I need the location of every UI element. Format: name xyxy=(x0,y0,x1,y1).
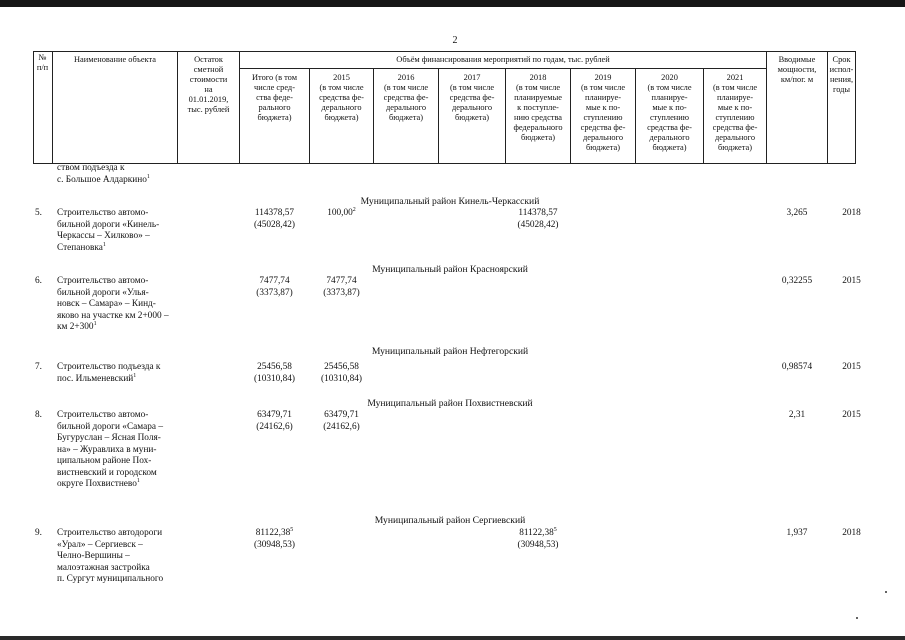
term-value: 2015 xyxy=(842,410,861,420)
row-number: 9. xyxy=(35,528,42,538)
header-capacity: Вводимые мощности, км/пог. м xyxy=(777,55,817,84)
scan-speck xyxy=(856,617,858,619)
header-2019: 2019 (в том числе планируе- мые к по- ступлению средства фе- дерального бюджета) xyxy=(580,73,626,152)
district-heading: Муниципальный район Нефтегорский xyxy=(371,346,529,357)
capacity-value: 1,937 xyxy=(786,528,808,538)
header-2015: 2015 (в том числе средства фе- дерального бюджета) xyxy=(319,73,364,122)
total-value: 7477,74 xyxy=(259,276,290,286)
district-heading: Муниципальный район Сергиевский xyxy=(374,515,526,526)
header-2020: 2020 (в том числе планируе- мые к по- ступлению средства фе- дерального бюджета) xyxy=(647,73,692,152)
financing-subheader-line xyxy=(239,68,766,69)
object-name: Строительство автомо- бильной дороги «Кинель- Черкассы – Хилково» – Степановка$^1$ xyxy=(57,208,160,253)
capacity-value: 3,265 xyxy=(786,208,808,218)
header-2016: 2016 (в том числе средства фе- дерального бюджета) xyxy=(383,73,429,122)
year-2015-value: 63479,71 xyxy=(324,410,359,420)
total-value: 25456,58 xyxy=(257,362,292,372)
total-value: 63479,71 xyxy=(257,410,292,420)
header-name: Наименование объекта xyxy=(74,55,156,64)
total-federal-value: (30948,53) xyxy=(253,539,296,550)
header-balance: Остаток сметной стоимости на 01.01.2019, тыс. рублей xyxy=(187,55,230,114)
district-heading: Муниципальный район Кинель-Черкасский xyxy=(360,196,540,207)
total-value: 81122,38$^5$ xyxy=(255,526,294,538)
capacity-value: 0,32255 xyxy=(781,276,813,286)
district-heading: Муниципальный район Красноярский xyxy=(372,264,528,275)
page-number: 2 xyxy=(452,35,458,46)
year-2015-federal-value: (10310,84) xyxy=(320,373,363,384)
term-value: 2018 xyxy=(842,528,861,538)
year-2015-value: 25456,58 xyxy=(324,362,359,372)
object-name: Строительство автомо- бильной дороги «Улья- новск – Самара» – Кинд- яково на участке км 2+000 – км $2+300^1$ xyxy=(57,276,169,332)
year-2018-value: 114378,57 xyxy=(518,208,558,218)
header-financing: Объём финансирования мероприятий по годам, тыс. рублей xyxy=(396,55,610,64)
year-2015-federal-value: (24162,6) xyxy=(323,421,360,432)
row-number: 5. xyxy=(35,208,42,218)
table-top-border xyxy=(33,51,855,52)
total-value: 114378,57 xyxy=(254,208,295,218)
row-number: 8. xyxy=(35,410,42,420)
scan-top-edge xyxy=(0,0,905,7)
year-2015-value: 100,00$^2$ xyxy=(327,206,356,218)
year-2015-value: 7477,74 xyxy=(326,276,357,286)
total-federal-value: (45028,42) xyxy=(253,219,296,230)
row-number: 7. xyxy=(35,362,42,372)
table-right-border xyxy=(855,51,856,164)
year-2015-federal-value: (3373,87) xyxy=(323,287,360,298)
term-value: 2015 xyxy=(842,362,861,372)
header-term: Срок испол- нения, годы xyxy=(829,55,854,94)
total-federal-value: (10310,84) xyxy=(253,373,296,384)
object-name: Строительство автомо- бильной дороги «Самара – Бугуруслан – Ясная Поля- на» – Журавлиха в муни- ципальном районе Пох- вистневский и городском округе Похвистнево$^1$ xyxy=(57,410,163,489)
scan-speck xyxy=(885,591,887,593)
total-federal-value: (3373,87) xyxy=(256,287,293,298)
header-total: Итого (в том числе сред- ства феде- рального бюджета) xyxy=(251,73,297,122)
year-2018-federal-value: (30948,53) xyxy=(517,539,559,550)
year-2018-value: 81122,38$^5$ xyxy=(519,526,557,538)
header-num: № п/п xyxy=(36,53,49,72)
scan-bottom-edge xyxy=(0,636,905,640)
object-name: Строительство подъезда к пос. Ильменевский$^1$ xyxy=(57,362,161,384)
total-federal-value: (24162,6) xyxy=(256,421,293,432)
header-bottom-border xyxy=(33,163,855,164)
continuation-name: ством подъезда к с. Большое Алдаркино$^1$ xyxy=(57,163,150,185)
object-name: Строительство автодороги «Урал» – Сергиевск – Челно-Вершины – малоэтажная застройка п. Сургут муниципального xyxy=(57,528,164,584)
col-sep-num xyxy=(52,51,53,164)
header-2021: 2021 (в том числе планируе- мые к по- ступлению средства фе- дерального бюджета) xyxy=(712,73,758,152)
term-value: 2018 xyxy=(842,208,861,218)
year-2018-federal-value: (45028,42) xyxy=(517,219,559,230)
capacity-value: 2,31 xyxy=(788,410,806,420)
header-2018: 2018 (в том числе планируемые к поступле- нию средства федерального бюджета) xyxy=(513,73,563,142)
row-number: 6. xyxy=(35,276,42,286)
term-value: 2015 xyxy=(842,276,861,286)
capacity-value: 0,98574 xyxy=(781,362,813,372)
district-heading: Муниципальный район Похвистневский xyxy=(367,398,533,409)
header-2017: 2017 (в том числе средства фе- дерального бюджета) xyxy=(449,73,495,122)
